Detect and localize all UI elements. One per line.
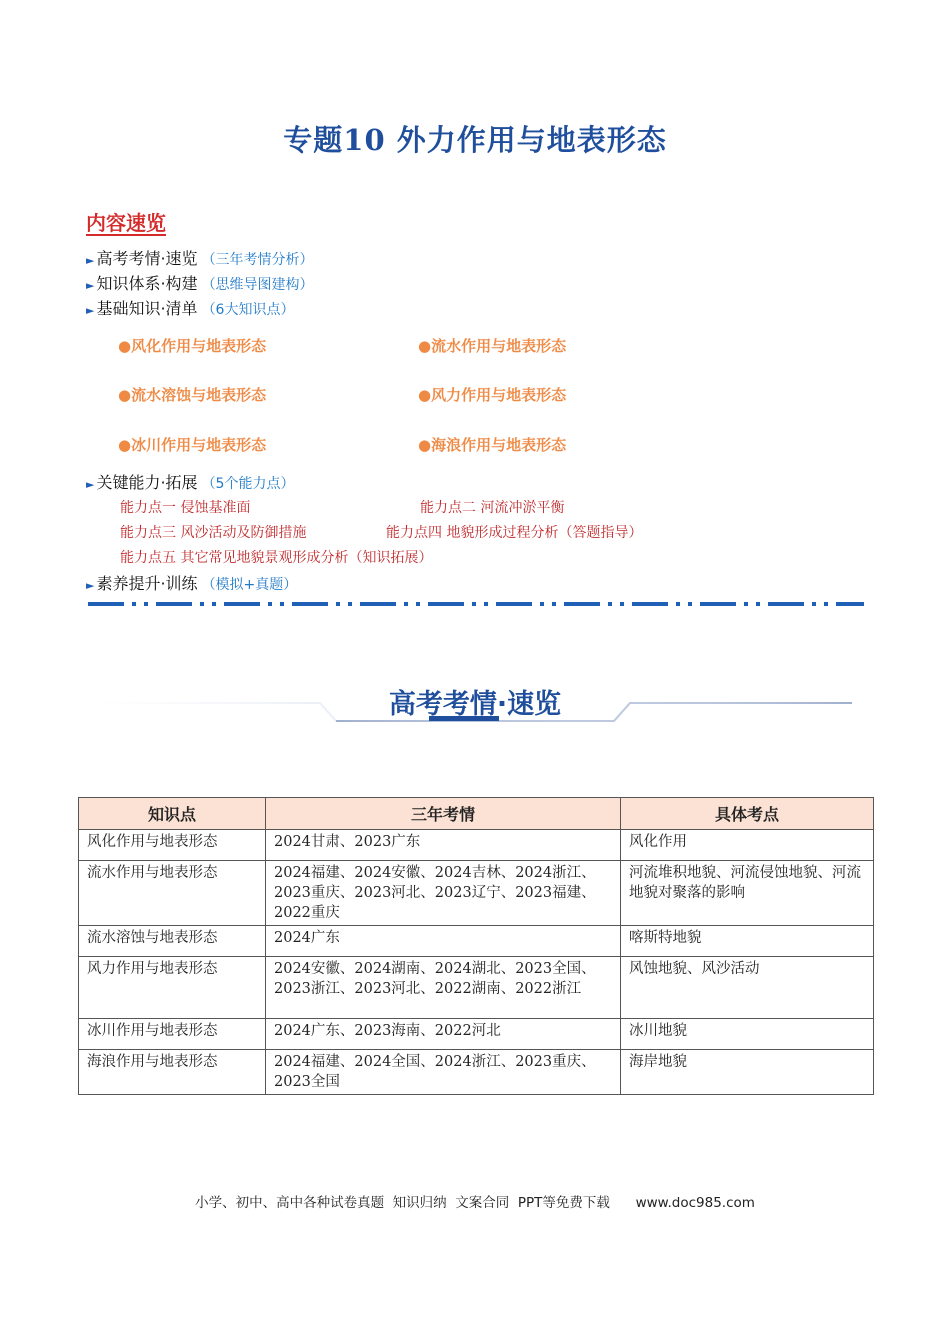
section-sub: （5个能力点） (201, 476, 295, 492)
table-cell: 2024广东、2023海南、2022河北 (266, 1019, 621, 1050)
column-header: 三年考情 (266, 798, 621, 830)
ability-point: 能力点二 河流冲淤平衡 (420, 500, 565, 516)
column-header: 知识点 (79, 798, 266, 830)
table-cell: 冰川作用与地表形态 (79, 1019, 266, 1050)
knowledge-point: ●风化作用与地表形态 (118, 337, 267, 355)
table-cell: 2024甘肃、2023广东 (266, 830, 621, 861)
table-row (79, 830, 874, 861)
table-cell: 流水溶蚀与地表形态 (79, 926, 266, 957)
table-cell: 风化作用与地表形态 (79, 830, 266, 861)
table-cell: 河流堆积地貌、河流侵蚀地貌、河流地貌对聚落的影响 (621, 861, 874, 926)
arrow-icon: ► (86, 579, 95, 592)
table-cell: 风化作用 (621, 830, 874, 861)
exam-table (78, 797, 874, 1095)
arrow-icon: ► (86, 478, 95, 491)
table-row (79, 1019, 874, 1050)
table-row (79, 926, 874, 957)
footer-text: 小学、初中、高中各种试卷真题 知识归纳 文案合同 PPT等免费下载 www.doc985.com (195, 1195, 755, 1211)
section-literacy-training (86, 571, 297, 594)
ability-point: 能力点三 风沙活动及防御措施 (120, 525, 307, 541)
knowledge-point: ●冰川作用与地表形态 (118, 436, 267, 454)
knowledge-point: ●风力作用与地表形态 (418, 386, 567, 404)
column-header: 具体考点 (621, 798, 874, 830)
table-cell: 流水作用与地表形态 (79, 861, 266, 926)
dash-divider (88, 601, 864, 607)
ability-point: 能力点一 侵蚀基准面 (120, 500, 251, 516)
table-row (79, 861, 874, 926)
section-basic-knowledge (86, 296, 294, 319)
section-label: 知识体系·构建 (96, 274, 198, 293)
banner-title: 高考考情·速览 (388, 689, 562, 720)
table-row (79, 1050, 874, 1095)
ability-point: 能力点五 其它常见地貌景观形成分析（知识拓展） (120, 550, 433, 566)
section-knowledge-system (86, 271, 314, 294)
section-label: 基础知识·清单 (96, 299, 198, 318)
section-sub: （6大知识点） (201, 302, 295, 318)
section-sub: （三年考情分析） (201, 252, 314, 268)
section-sub: （思维导图建构） (201, 277, 314, 293)
section-sub: （模拟+真题） (201, 577, 298, 593)
arrow-icon: ► (86, 279, 95, 292)
table-row (79, 957, 874, 1019)
table-cell: 2024安徽、2024湖南、2024湖北、2023全国、2023浙江、2023河北、2022湖南、2022浙江 (266, 957, 621, 1019)
table-cell: 海岸地貌 (621, 1050, 874, 1095)
section-exam-overview (86, 246, 314, 269)
arrow-icon: ► (86, 304, 95, 317)
knowledge-point: ●流水溶蚀与地表形态 (118, 386, 267, 404)
section-label: 高考考情·速览 (96, 249, 198, 268)
table-cell: 2024福建、2024安徽、2024吉林、2024浙江、2023重庆、2023河北、2023辽宁、2023福建、2022重庆 (266, 861, 621, 926)
table-cell: 海浪作用与地表形态 (79, 1050, 266, 1095)
table-header-row (79, 798, 874, 830)
section-key-abilities (86, 470, 294, 493)
table-cell: 喀斯特地貌 (621, 926, 874, 957)
table-cell: 风蚀地貌、风沙活动 (621, 957, 874, 1019)
table-cell: 2024广东 (266, 926, 621, 957)
section-label: 素养提升·训练 (96, 574, 198, 593)
arrow-icon: ► (86, 254, 95, 267)
table-cell: 风力作用与地表形态 (79, 957, 266, 1019)
page-title: 专题10 外力作用与地表形态 (283, 123, 667, 157)
knowledge-point: ●流水作用与地表形态 (418, 337, 567, 355)
ability-point: 能力点四 地貌形成过程分析（答题指导） (386, 525, 643, 541)
table-cell: 冰川地貌 (621, 1019, 874, 1050)
overview-heading: 内容速览 (86, 211, 166, 235)
section-label: 关键能力·拓展 (96, 473, 198, 492)
table-cell: 2024福建、2024全国、2024浙江、2023重庆、2023全国 (266, 1050, 621, 1095)
knowledge-point: ●海浪作用与地表形态 (418, 436, 567, 454)
